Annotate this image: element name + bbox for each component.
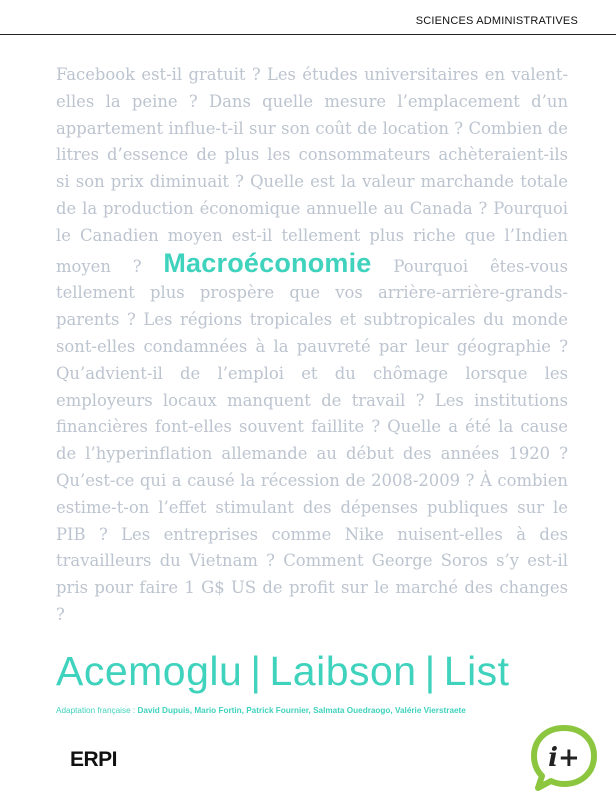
publisher-logo: ERPI	[70, 748, 118, 771]
questions-before-title: Facebook est-il gratuit ? Les études universitaires en valent-elles la peine ? Dans quelle mesure l’emplacement d’un appartement influe-t-il sur son coût de location ? Combien de litres d’essence de plus les consommateurs achèteraient-ils si son prix diminuait ? Quelle est la valeur marchande totale de la production économique annuelle au Canada ? Pourquoi le Canadien moyen est-il tellement plus riche que l’Indien moyen ?	[56, 65, 568, 276]
book-title: Macroéconomie	[163, 247, 372, 278]
adaptation-names: David Dupuis, Mario Fortin, Patrick Fournier, Salmata Ouedraogo, Valérie Vierstraete	[137, 706, 466, 715]
series-label: SCIENCES ADMINISTRATIVES	[415, 15, 578, 27]
questions-after-title: Pourquoi êtes-vous tellement plus prospère que vos arrière-arrière-grands-parents ? Les régions tropicales et subtropicales du monde sont-elles condamnées à la pauvreté par leur géographie ? Qu’advient-il de l’emploi et du chômage lorsque les employeurs locaux manquent de travail ? Les institutions financières font-elles souvent faillite ? Quelle a été la cause de l’hyperinflation allemande au début des années 1920 ? Qu’est-ce qui a causé la récession de 2008-2009 ? À combien estime-t-on l’effet stimulant des dépenses publiques sur le PIB ? Les entreprises comme Nike nuisent-elles à des travailleurs du Vietnam ? Comment George Soros s’y est-il pris pour faire 1 G$ US de profit sur le marché des changes ?	[56, 256, 568, 624]
author-separator: |	[250, 648, 262, 694]
author-laibson: Laibson	[269, 648, 417, 694]
adaptation-label: Adaptation française :	[56, 706, 136, 715]
header-rule	[0, 34, 616, 35]
adaptation-credit	[56, 706, 466, 715]
author-acemoglu: Acemoglu	[56, 648, 243, 694]
author-list: List	[443, 648, 510, 694]
badge-text: i+	[548, 743, 580, 773]
author-separator: |	[424, 648, 436, 694]
speech-bubble-icon	[528, 722, 600, 794]
authors-line	[56, 648, 510, 695]
question-text-block	[56, 62, 568, 629]
